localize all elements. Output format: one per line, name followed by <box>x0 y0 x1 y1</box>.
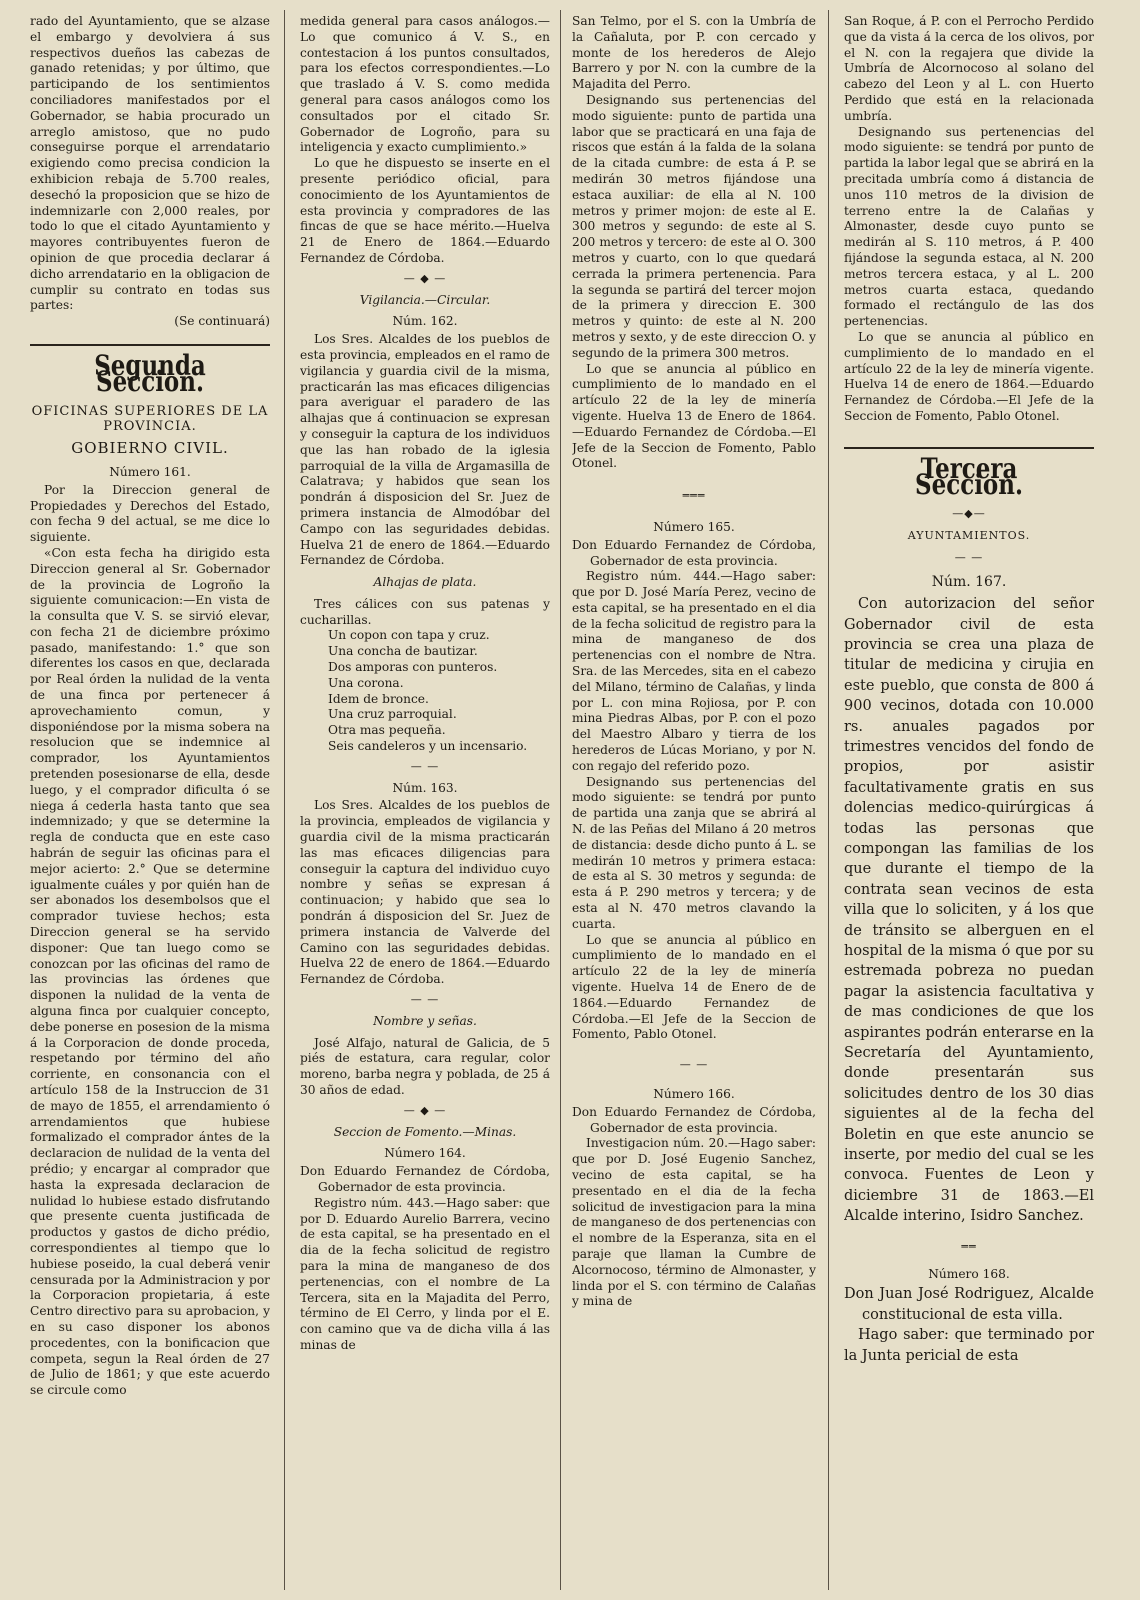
notice-number-167: Núm. 167. <box>931 573 1007 590</box>
notice-167-body: Con autorizacion del señor Gobernador civil de esta provincia se crea una plaza de titular de medicina y cirujia en este pueblo, que consta de 800 á 900 vecinos, dotada con 10.000 rs. anuales pagados por trimestres vencidos del fondo de propios, por asistir facultativamente gratis en sus dolencias medico-quirúrgicas á todas las personas que compongan las familias de los que durante el tiempo de la contrata sean vecinos de esta villa que lo soliciten, y á los que de tránsito se alberguen en el hospital de la misma ó que por su estremada pobreza no puedan pagar la asistencia facultativa y de mas condiciones de que los aspirantes podrán enterarse en la Secretaría del Ayuntamiento, donde presentarán sus solicitudes dentro de los 30 dias siguientes al de la fecha del Boletin en que este anuncio se inserte, por medio del cual se les convoca. Fuentes de Leon y diciembre 31 de 1863.—El Alcalde interino, Isidro Sanchez. <box>844 596 1094 1225</box>
alhaja-item: Una corona. <box>328 675 404 690</box>
vigilancia-header: Vigilancia.—Circular. <box>359 292 491 307</box>
ornament-divider: ═══ <box>682 489 706 503</box>
ornament-divider: — — <box>954 550 984 564</box>
notice-164-closing: Lo que se anuncia al público en cumplimiento de lo mandado en el artículo 22 de la ley de minería vigente. Huelva 13 de Enero de 1864.—Eduardo Fernandez de Córdoba.—El Jefe de la Seccion de Fomento, Pablo Otonel. <box>572 361 816 471</box>
section-title-segunda: Segunda Seccion. <box>94 348 206 398</box>
ornament-divider: — ◆ — <box>403 271 447 285</box>
notice-165-closing: Lo que se anuncia al público en cumplimiento de lo mandado en el artículo 22 de la ley de minería vigente. Huelva 14 de Enero de de 1864.—Eduardo Fernandez de Córdoba.—El Jefe de la Seccion de Fomento, Pablo Otonel. <box>572 932 816 1042</box>
ornament-divider: — — <box>679 1058 709 1072</box>
notice-number-164: Número 164. <box>384 1146 466 1161</box>
notice-166-pertenencias: Designando sus pertenencias del modo siguiente: se tendrá por punto de partida la labor legal que se abrirá en la precitada umbría como á distancia de unos 110 metros de la division de terreno entre la de Calañas y Almonaster, desde cuyo punto se medirán al S. 110 metros, á P. 400 fijándose la segunda estaca, al N. 200 metros tercera estaca, y al L. 200 metros cuarta estaca, quedando formado el rectángulo de las dos pertenencias. <box>844 124 1094 329</box>
notice-number-165: Número 165. <box>653 519 735 534</box>
notice-161-continued: medida general para casos análogos.—Lo que comunico á V. S., en contestacion á los puntos consultados, para los efectos correspondientes.—Lo que traslado á V. S. como medida general para casos análogos como los consultados por el citado Sr. Gobernador de Logroño, para su inteligencia y exacto cumplimiento.» <box>300 14 550 155</box>
alhaja-item: Dos amporas con punteros. <box>328 660 498 675</box>
nombre-senas-header: Nombre y señas. <box>373 1013 477 1028</box>
ayuntamientos-header: AYUNTAMIENTOS. <box>907 529 1031 543</box>
notice-number-161: Número 161. <box>109 464 191 479</box>
notice-163-body: Los Sres. Alcaldes de los pueblos de la provincia, empleados de vigilancia y guardia civil de la misma practicarán las mas eficaces diligencias para conseguir la captura del individuo cuyo nombre y señas se expresan á continuacion; y habido que sea lo pondrán á disposicion del Sr. Juez de primera instancia de Valverde del Camino con las seguridades debidas. Huelva 22 de enero de 1864.—Eduardo Fernandez de Córdoba. <box>300 798 550 987</box>
notice-164-continued: San Telmo, por el S. con la Umbría de la Cañaluta, por P. con cercado y monte de los herederos de Alejo Barrero y por N. con la cumbre de la Majadita del Perro. <box>572 14 816 92</box>
column-divider <box>284 10 285 1590</box>
section-rule <box>30 344 270 346</box>
notice-166-body: Investigacion núm. 20.—Hago saber: que por D. José Eugenio Sanchez, vecino de esta capital, se ha presentado en el dia de la fecha solicitud de investigacion para la mina de manganeso de dos pertenencias con el nombre de la Esperanza, sita en el paraje que llaman la Cumbre de Alcornocoso, término de Almonaster, y linda por el S. con término de Calañas y mina de <box>572 1136 816 1309</box>
gobierno-civil-header: GOBIERNO CIVIL. <box>71 439 229 458</box>
section-title-tercera: Tercera Seccion. <box>915 451 1023 501</box>
ornament-divider: — ◆ — <box>403 1103 447 1117</box>
notice-168-body: Hago saber: que terminado por la Junta pericial de esta <box>844 1327 1094 1364</box>
notice-number-168: Número 168. <box>928 1266 1010 1281</box>
alhaja-item: Una concha de bautizar. <box>328 644 478 659</box>
column-3 <box>572 14 816 1594</box>
column-divider <box>828 10 829 1590</box>
ornament-divider: ══ <box>961 1239 977 1253</box>
alhajas-intro: Tres cálices con sus patenas y cucharillas. <box>300 596 550 627</box>
notice-162-body: Los Sres. Alcaldes de los pueblos de esta provincia, empleados en el ramo de vigilancia y guardia civil de la misma, practicarán las mas eficaces diligencias para averiguar el paradero de las alhajas que á continuacion se expresan y conseguir la captura de los individuos que las han robado de la iglesia parroquial de la villa de Argamasilla de Calatrava; y habidos que sean los pondrán á disposicion del Sr. Juez de primera instancia de Almodóbar del Campo con las seguridades debidas. Huelva 21 de enero de 1864.—Eduardo Fernandez de Córdoba. <box>300 332 550 568</box>
section-rule <box>844 447 1094 449</box>
alhaja-item: Un copon con tapa y cruz. <box>328 628 490 643</box>
column-2 <box>300 14 550 1594</box>
column-1 <box>30 14 270 1594</box>
notice-161-closing: Lo que he dispuesto se inserte en el presente periódico oficial, para conocimiento de los Ayuntamientos de esta provincia y compradores de las fincas de que se hace mérito.—Huelva 21 de Enero de 1864.—Eduardo Fernandez de Córdoba. <box>300 156 550 265</box>
alhaja-item: Idem de bronce. <box>328 691 429 706</box>
notice-165-official: Don Eduardo Fernandez de Córdoba, Gobernador de esta provincia. <box>572 537 816 568</box>
alhaja-item: Otra mas pequeña. <box>328 723 446 738</box>
continued-article-text: rado del Ayuntamiento, que se alzase el embargo y devolviera á sus respectivos dueños las cabezas de ganado retenidas; y por último, que participando de los sentimientos conciliadores manifestados por el Gobernador, se habia procurado un arreglo amistoso, que no pudo conseguirse porque el arrendatario exigiendo como precisa condicion la exhibicion rebaja de 5.700 reales, desechó la proposicion que se hizo de indemnizarle con 2,000 reales, por todo lo que el citado Ayuntamiento y mayores contribuyentes fueron de opinion de que procedia declarar á dicho arrendatario en la obligacion de cumplir su contrato en todas sus partes: <box>30 14 270 313</box>
notice-164-official: Don Eduardo Fernandez de Córdoba, Gobernador de esta provincia. <box>300 1164 550 1194</box>
notice-number-166: Número 166. <box>653 1087 735 1101</box>
office-header: OFICINAS SUPERIORES DE LA PROVINCIA. <box>31 403 269 435</box>
ornament-divider: — — <box>410 993 440 1007</box>
continued-notice: (Se continuará) <box>174 314 270 329</box>
notice-number-163: Núm. 163. <box>392 780 458 795</box>
alhajas-header: Alhajas de plata. <box>373 575 477 590</box>
column-divider <box>560 10 561 1590</box>
notice-164-pertenencias: Designando sus pertenencias del modo siguiente: punto de partida una labor que se practicará en una faja de riscos que están á la falda de la solana de la citada cumbre: de esta á P. se medirán 30 metros fijándose una estaca auxiliar: de ella al N. 100 metros y primer mojon: de este al E. 300 metros y segundo: de este al S. 200 metros y tercero: de este al O. 300 metros y cuarto, con lo que quedará cerrada la primera pertenencia. Para la segunda se partirá del tercer mojon de la primera y direccion E. 300 metros y quinto: de este al N. 200 metros y sexto, y de este direccion O. y segundo de la primera 300 metros. <box>572 92 816 360</box>
alhaja-item: Seis candeleros y un incensario. <box>328 739 528 754</box>
notice-165-pertenencias: Designando sus pertenencias del modo siguiente: se tendrá por punto de partida una zanja que se abrirá al N. de las Peñas del Milano á 20 metros de distancia: desde dicho punto á L. se medirán 10 metros y primera estaca: de esta al S. 30 metros y segunda: de esta á P. 290 metros y tercera; y de esta al N. 470 metros clavando la cuarta. <box>572 774 816 931</box>
fomento-minas-header: Seccion de Fomento.—Minas. <box>333 1124 517 1139</box>
nombre-senas-body: José Alfajo, natural de Galicia, de 5 piés de estatura, cara regular, color moreno, barba negra y poblada, de 25 á 30 años de edad. <box>300 1035 550 1097</box>
ornament-divider: —◆— <box>952 507 986 521</box>
notice-161-body: «Con esta fecha ha dirigido esta Direccion general al Sr. Gobernador de la provincia de Logroño la siguiente comunicacion:—En vista de la consulta que V. S. se sirvió elevar, con fecha 21 de diciembre próximo pasado, manifestando: 1.° que son diferentes los casos en que, declarada por Real órden la nulidad de la venta de una finca por pertenecer á aprovechamiento comun, y disponiéndose por la misma sobera na resolucion que se indemnice al comprador, los Ayuntamientos pretenden posesionarse de ella, desde luego, y el comprador dificulta ó se niega á cederla hasta tanto que sea indemnizado; y que se determine la regla de conducta que en este caso habrán de seguir las oficinas para el mejor acierto: 2.° Que se determine igualmente cuáles y por quién han de ser abonados los desembolsos que el comprador tuviese hechos; esta Direccion general se ha servido disponer: Que tan luego como se conozcan por las oficinas del ramo de las provincias las órdenes que disponen la nulidad de la venta de alguna finca por cualquier concepto, debe ponerse en posesion de la misma á la Corporacion de donde proceda, respetando por término del año corriente, en consonancia con el artículo 158 de la Instruccion de 31 de mayo de 1855, el arrendamiento ó arrendamientos que hubiese formalizado el comprador ántes de la declaracion de nulidad de la venta del prédio; y encargar al comprador que hasta la expresada declaracion de nulidad lo hubiese estado disfrutando que presente cuenta justificada de productos y gastos de dicho prédio, correspondientes al tiempo que lo hubiese poseido, la cual deberá venir censurada por la Administracion y por la Corporacion propietaria, á este Centro directivo para su aprobacion, y en su caso disponer los abonos procedentes, con la bonificacion que competa, segun la Real órden de 27 de Julio de 1861; y que este acuerdo se circule como <box>30 545 270 1398</box>
notice-161-intro: Por la Direccion general de Propiedades y Derechos del Estado, con fecha 9 del actual, se me dice lo siguiente. <box>30 482 270 545</box>
notice-166-official: Don Eduardo Fernandez de Córdoba, Gobernador de esta provincia. <box>572 1104 816 1135</box>
notice-166-continued: San Roque, á P. con el Perrocho Perdido que da vista á la cerca de los olivos, por el N. con la regajera que divide la Umbría de Alcornocoso al solano del cabezo del Leon y al L. con Huerto Perdido que está en la relacionada umbría. <box>844 14 1094 123</box>
ornament-divider: — — <box>410 759 440 773</box>
notice-number-162: Núm. 162. <box>392 314 458 329</box>
notice-168-official: Don Juan José Rodriguez, Alcalde constitucional de esta villa. <box>844 1286 1094 1323</box>
column-4 <box>844 14 1094 1594</box>
notice-164-body: Registro núm. 443.—Hago saber: que por D. Eduardo Aurelio Barrera, vecino de esta capital, se ha presentado en el dia de la fecha solicitud de registro para la mina de manganeso de dos pertenencias, con el nombre de La Tercera, sita en la Majadita del Perro, término de El Cerro, y linda por el E. con camino que va de dicha villa á las minas de <box>300 1195 550 1352</box>
notice-166-closing: Lo que se anuncia al público en cumplimiento de lo mandado en el artículo 22 de la ley de minería vigente. Huelva 14 de enero de 1864.—Eduardo Fernandez de Córdoba.—El Jefe de la Seccion de Fomento, Pablo Otonel. <box>844 329 1094 423</box>
alhaja-item: Una cruz parroquial. <box>328 707 457 722</box>
notice-165-body: Registro núm. 444.—Hago saber: que por D. José María Perez, vecino de esta capital, se ha presentado en el dia de la fecha solicitud de registro para la mina de manganeso de dos pertenencias con el nombre de Ntra. Sra. de las Mercedes, sita en el cabezo del Milano, término de Calañas, y linda por L. con mina Rojiosa, por P. con mina Piedras Albas, por P. con el pozo del Maestro Albaro y tierra de los herederos de Lúcas Moriano, y por N. con regajo del referido pozo. <box>572 569 816 773</box>
